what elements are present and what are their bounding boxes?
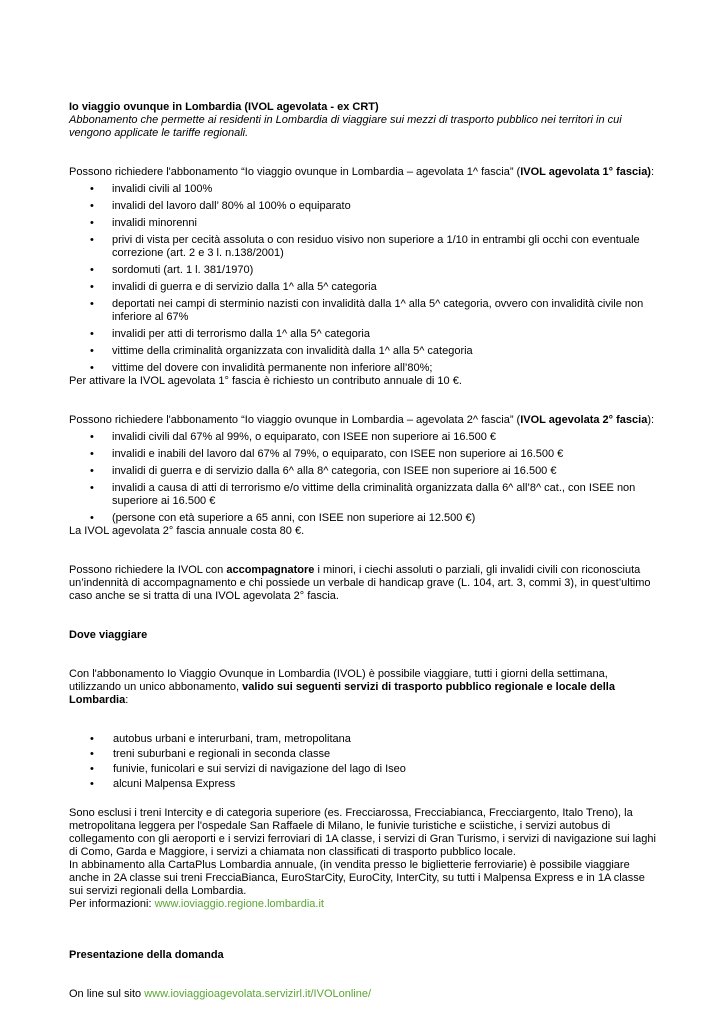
list-item: • invalidi per atti di terrorismo dalla 1^ alla 5^ categoria [90,328,370,340]
online-line: On line sul sito www.ioviaggioagevolata.servizirl.it/IVOLonline/ [69,988,372,1000]
dove-intro: Con l'abbonamento Io Viaggio Ovunque in Lombardia (IVOL) è possibile viaggiare, tutti i giorni della settimana, utilizzando un unico abbonamento, valido sui seguenti servizi di trasporto pubblico regionale e locale della Lombardia: [69,668,615,706]
dove-heading: Dove viaggiare [69,629,148,641]
list-item: • invalidi del lavoro dall’ 80% al 100% o equiparato [90,200,351,212]
doc-subtitle: Abbonamento che permette ai residenti in Lombardia di viaggiare sui mezzi di trasporto pubblico nei territori in cui vengono applicate le tariffe regionali. [69,114,622,139]
accompagnatore-paragraph: Possono richiedere la IVOL con accompagnatore i minori, i ciechi assoluti o parziali, gli invalidi civili con riconosciuta un’indennità di accompagnamento e chi possiede un verbale di handicap grave (L. 104, art. 3, commi 3), in quest’ultimo caso anche se si tratta di una IVOL agevolata 2° fascia. [69,564,651,602]
list-item: • invalidi e inabili del lavoro dal 67% al 79%, o equiparato, con ISEE non superiore ai 16.500 € [90,448,564,460]
domanda-heading: Presentazione della domanda [69,949,224,961]
dove-list [69,733,659,791]
fascia2-note: La IVOL agevolata 2° fascia annuale costa 80 €. [69,525,305,537]
online-link[interactable]: www.ioviaggioagevolata.servizirl.it/IVOLonline/ [144,988,372,1000]
doc-title: Io viaggio ovunque in Lombardia (IVOL agevolata - ex CRT) [69,101,379,113]
list-item: • funivie, funicolari e sui servizi di navigazione del lago di Iseo [90,763,406,775]
list-item: • (persone con età superiore a 65 anni, con ISEE non superiore ai 12.500 €) [90,512,476,524]
list-item: • privi di vista per cecità assoluta o con residuo visivo non superiore a 1/10 in entrambi gli occhi con eventuale correzione (art. 2 e 3 l. n.138/2001) [90,234,640,259]
list-item: • alcuni Malpensa Express [90,778,236,790]
list-item: • invalidi di guerra e di servizio dalla 1^ alla 5^ categoria [90,281,377,293]
info-link[interactable]: www.ioviaggio.regione.lombardia.it [154,898,324,910]
fascia1-list [69,183,659,375]
esclusi-paragraph: Sono esclusi i treni Intercity e di categoria superiore (es. Frecciarossa, Frecciabianca, Frecciargento, Italo Treno), la metropolitana leggera per l'ospedale San Raffaele di Milano, le funivie turistiche e sciistiche, i servizi autobus di collegamento con gli aeroporti e i servizi ferroviari di 1A classe, i servizi di Gran Turismo, i servizi di navigazione sui laghi di Como, Garda e Maggiore, i servizi a chiamata non classificati di trasporto pubblico locale. [69,807,656,858]
cartaplus-paragraph: In abbinamento alla CartaPlus Lombardia annuale, (in vendita presso le biglietterie ferroviarie) è possibile viaggiare anche in 2A classe sui treni FrecciaBianca, EuroStarCity, EuroCity, InterCity, su tutti i Malpensa Express e in 1A classe sui servizi regionali della Lombardia. [69,859,645,897]
list-item: • invalidi minorenni [90,217,197,229]
fascia2-lead: Possono richiedere l'abbonamento “Io viaggio ovunque in Lombardia – agevolata 2^ fascia” (IVOL agevolata 2° fascia): [69,414,655,426]
list-item: • sordomuti (art. 1 l. 381/1970) [90,264,254,276]
list-item: • autobus urbani e interurbani, tram, metropolitana [90,733,351,745]
fascia2-list [69,431,659,525]
list-item: • treni suburbani e regionali in seconda classe [90,748,331,760]
list-item: • invalidi civili dal 67% al 99%, o equiparato, con ISEE non superiore ai 16.500 € [90,431,497,443]
list-item: • invalidi di guerra e di servizio dalla 6^ alla 8^ categoria, con ISEE non superiore ai 16.500 € [90,465,557,477]
fascia1-lead: Possono richiedere l'abbonamento “Io viaggio ovunque in Lombardia – agevolata 1^ fascia” (IVOL agevolata 1° fascia): [69,166,655,178]
list-item: • vittime del dovere con invalidità permanente non inferiore all’80%; [90,362,433,374]
list-item: • vittime della criminalità organizzata con invalidità dalla 1^ alla 5^ categoria [90,345,473,357]
list-item: • invalidi civili al 100% [90,183,213,195]
list-item: • deportati nei campi di sterminio nazisti con invalidità dalla 1^ alla 5^ categoria, ovvero con invalidità civile non inferiore al 67% [90,298,644,323]
info-line: Per informazioni: www.ioviaggio.regione.lombardia.it [69,898,324,910]
list-item: • invalidi a causa di atti di terrorismo e/o vittime della criminalità organizzata dalla 6^ all’8^ cat., con ISEE non superiore ai 16.500 € [90,482,636,507]
fascia1-note: Per attivare la IVOL agevolata 1° fascia è richiesto un contributo annuale di 10 €. [69,375,462,387]
document-page [69,101,659,1001]
